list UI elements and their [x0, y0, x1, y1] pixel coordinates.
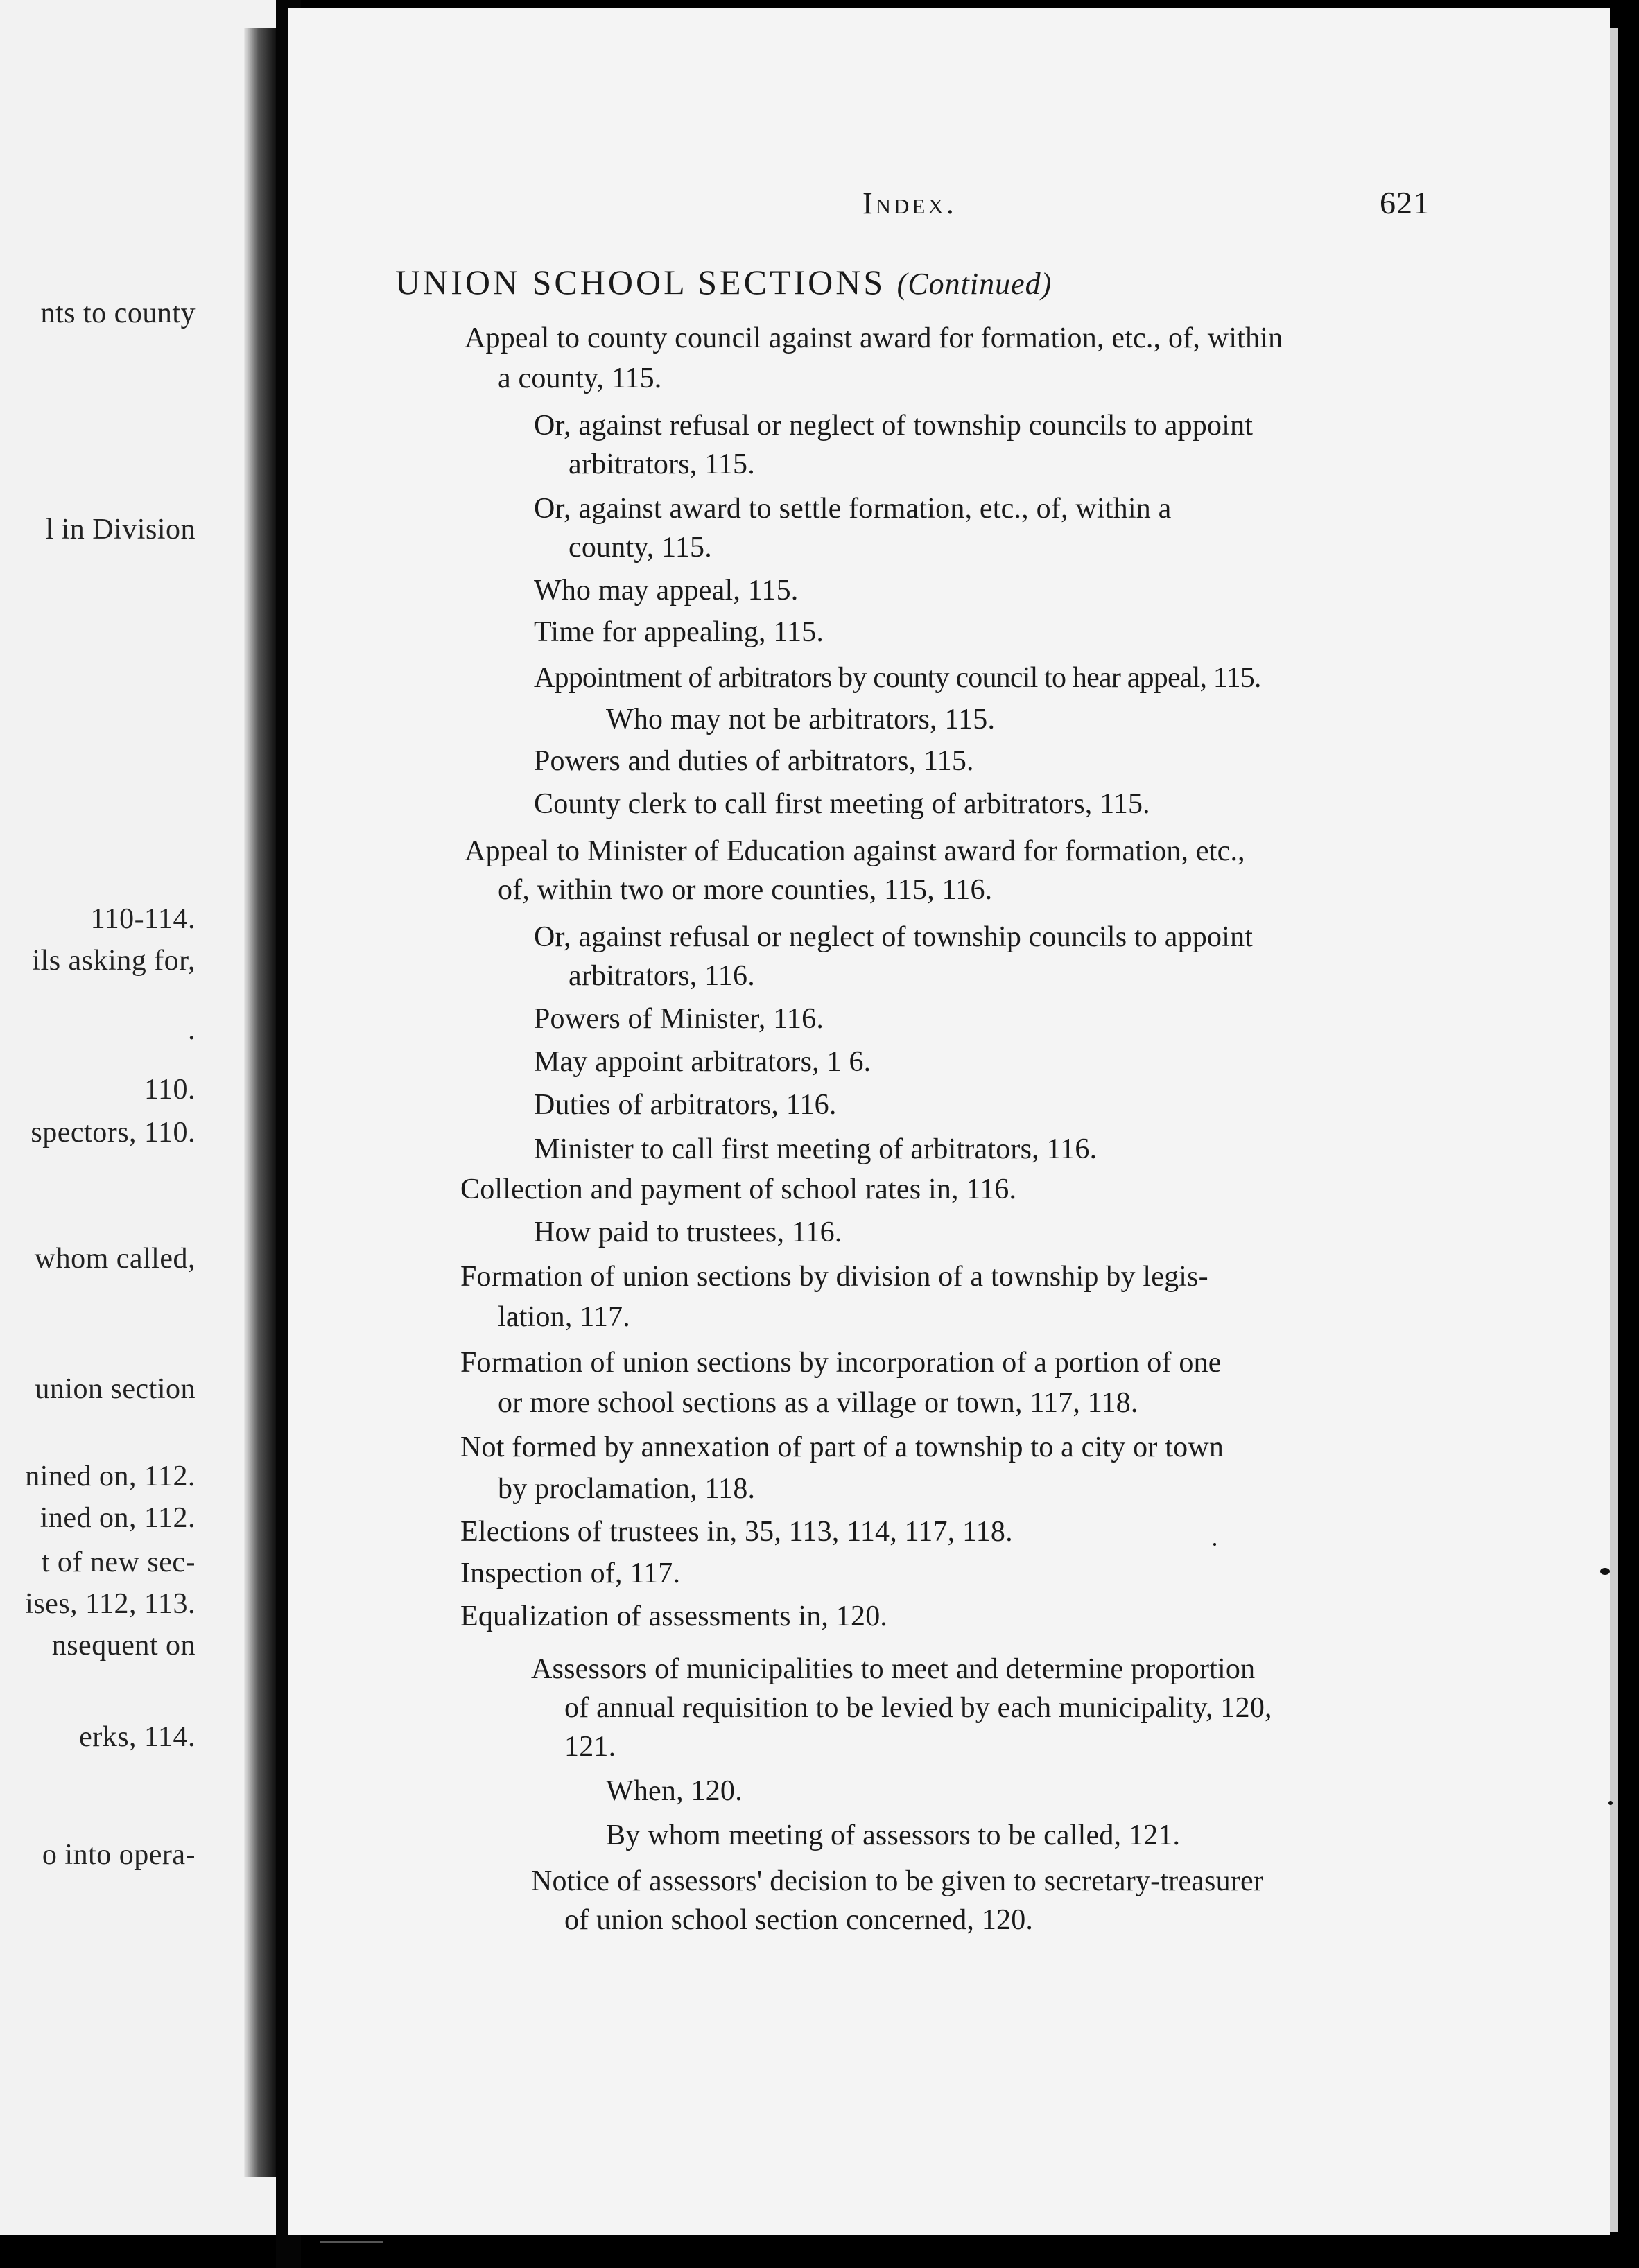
index-entry: 121. — [564, 1731, 616, 1763]
page-edge — [1610, 28, 1618, 2232]
index-entry: Appeal to county council against award for formation, etc., of, within — [465, 322, 1283, 354]
index-entry: lation, 117. — [498, 1301, 630, 1333]
index-entry: Notice of assessors' decision to be given to secretary-treasurer — [531, 1865, 1263, 1897]
section-heading — [395, 262, 1052, 302]
index-entry: Minister to call first meeting of arbitrators, 116. — [534, 1133, 1098, 1165]
left-page-fragment: erks, 114. — [79, 1721, 196, 1753]
section-continued-label: (Continued) — [896, 267, 1052, 301]
left-page-fragment: ils asking for, — [32, 945, 196, 977]
index-entry: Formation of union sections by division of a township by legis- — [460, 1261, 1208, 1293]
index-entry: Appeal to Minister of Education against award for formation, etc., — [465, 835, 1245, 867]
left-page-fragment: union section — [35, 1373, 196, 1405]
index-entry: Elections of trustees in, 35, 113, 114, 117, 118. — [460, 1516, 1013, 1548]
left-page-fragment: o into opera- — [42, 1839, 196, 1871]
section-heading-text: UNION SCHOOL SECTIONS — [395, 263, 886, 302]
index-entry: Time for appealing, 115. — [534, 616, 824, 648]
left-page-fragment: t of new sec- — [41, 1546, 196, 1578]
index-entry: of, within two or more counties, 115, 116. — [498, 874, 993, 906]
index-entry: Who may appeal, 115. — [534, 575, 799, 607]
left-page-fragment: ises, 112, 113. — [25, 1588, 196, 1620]
index-entry: Equalization of assessments in, 120. — [460, 1600, 888, 1632]
index-entry: County clerk to call first meeting of arbitrators, 115. — [534, 788, 1150, 820]
index-entry: Not formed by annexation of part of a township to a city or town — [460, 1431, 1224, 1463]
index-entry: Powers of Minister, 116. — [534, 1003, 824, 1035]
left-page-fragment: ined on, 112. — [40, 1502, 196, 1534]
left-page-fragment: nined on, 112. — [25, 1460, 196, 1492]
index-entry: county, 115. — [569, 532, 712, 564]
scan-speck — [1608, 1801, 1613, 1805]
index-entry: a county, 115. — [498, 363, 662, 394]
left-page-fragment: l in Division — [45, 514, 196, 546]
index-entry: Who may not be arbitrators, 115. — [606, 704, 996, 735]
index-entry: Or, against refusal or neglect of township councils to appoint — [534, 410, 1254, 442]
index-entry: Inspection of, 117. — [460, 1558, 681, 1589]
scan-speck — [1213, 1543, 1216, 1546]
index-entry: By whom meeting of assessors to be called, 121. — [606, 1820, 1181, 1851]
index-entry: arbitrators, 116. — [569, 960, 755, 992]
page-number: 621 — [1380, 185, 1430, 220]
index-entry: Powers and duties of arbitrators, 115. — [534, 745, 974, 777]
left-page-fragment: spectors, 110. — [31, 1117, 196, 1149]
index-entry: or more school sections as a village or town, 117, 118. — [498, 1387, 1138, 1419]
left-page-fragment: . — [188, 1014, 196, 1046]
left-page-fragment: nsequent on — [51, 1630, 196, 1661]
index-entry: Or, against refusal or neglect of township councils to appoint — [534, 921, 1254, 953]
index-entry: When, 120. — [606, 1775, 743, 1807]
scan-speck — [1600, 1568, 1610, 1575]
left-page-fragment: 110. — [144, 1074, 196, 1106]
left-page-fragment: whom called, — [34, 1243, 196, 1275]
index-entry: of union school section concerned, 120. — [564, 1904, 1034, 1936]
index-entry: How paid to trustees, 116. — [534, 1216, 842, 1248]
index-entry: Duties of arbitrators, 116. — [534, 1089, 837, 1121]
running-head-title: Index. — [862, 186, 957, 220]
left-page-fragment: 110-114. — [90, 903, 196, 935]
index-entry: Formation of union sections by incorporation of a portion of one — [460, 1347, 1222, 1379]
index-entry: of annual requisition to be levied by each municipality, 120, — [564, 1692, 1272, 1724]
index-entry: arbitrators, 115. — [569, 448, 755, 480]
book-gutter-shadow — [244, 28, 276, 2177]
left-page — [0, 0, 284, 2235]
scan-mark — [320, 2241, 383, 2243]
left-page-fragment: nts to county — [40, 297, 196, 329]
index-entry: Assessors of municipalities to meet and determine proportion — [531, 1653, 1256, 1685]
index-entry: Appointment of arbitrators by county council to hear appeal, 115. — [534, 662, 1261, 694]
index-entry: Collection and payment of school rates in, 116. — [460, 1174, 1017, 1205]
index-entry: May appoint arbitrators, 1 6. — [534, 1046, 871, 1078]
index-entry: by proclamation, 118. — [498, 1473, 756, 1505]
index-entry: Or, against award to settle formation, etc., of, within a — [534, 493, 1172, 525]
